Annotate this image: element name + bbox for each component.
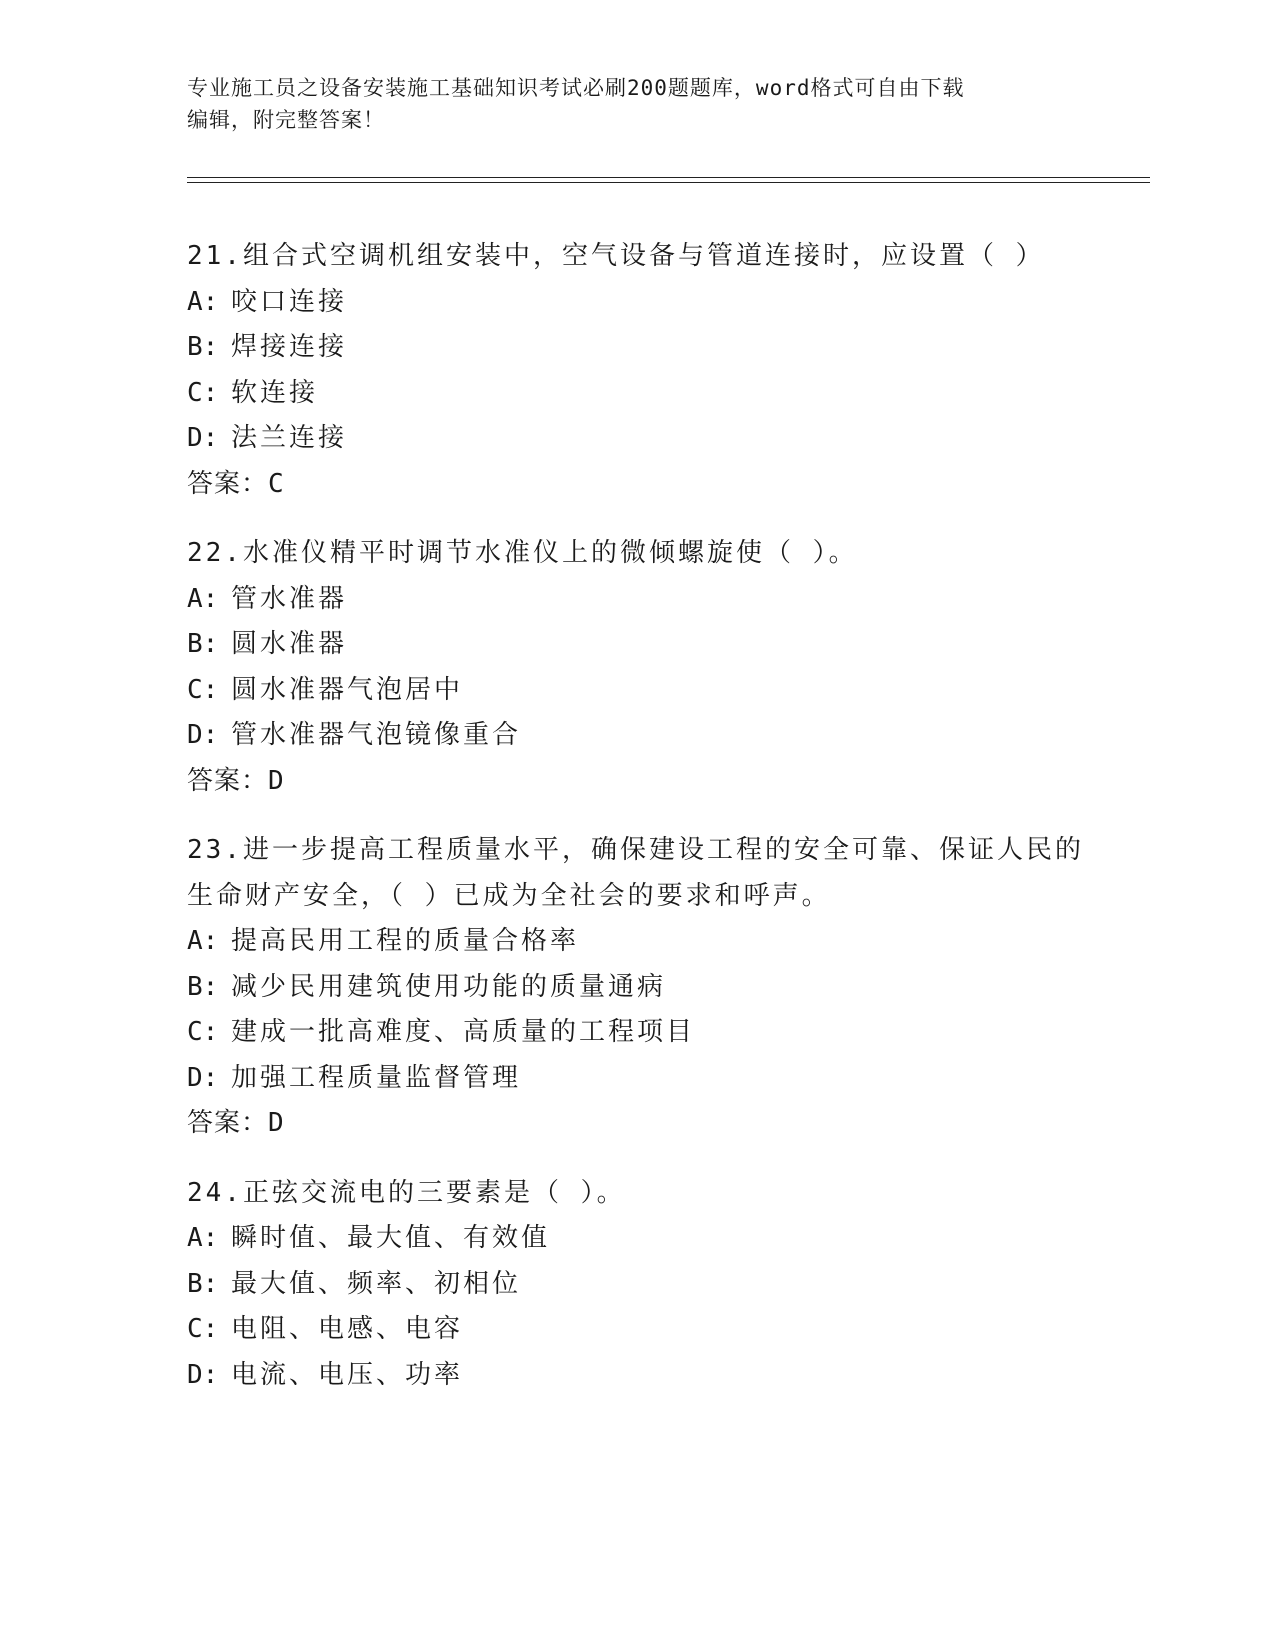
option-label: A: [187, 1223, 219, 1253]
option-label: D: [187, 1359, 219, 1390]
question-list [187, 234, 1087, 1422]
option-label: C: [187, 1017, 219, 1047]
answer-option [187, 325, 1087, 371]
option-label: B: [187, 1268, 219, 1299]
header-line-2: 编辑，附完整答案！ [187, 108, 385, 132]
option-label: C: [187, 377, 219, 408]
header-line-1: 专业施工员之设备安装施工基础知识考试必刷200题题库，word格式可自由下载 [187, 76, 965, 100]
option-text: 软连接 [231, 377, 319, 408]
option-text: 加强工程质量监督管理 [231, 1062, 522, 1093]
answer-option [187, 1216, 1087, 1262]
question-stem [187, 1171, 1087, 1217]
question-block [187, 828, 1087, 1147]
answer-option [187, 416, 1087, 462]
answer-option [187, 280, 1087, 326]
option-text: 法兰连接 [231, 423, 348, 453]
option-text: 减少民用建筑使用功能的质量通病 [231, 971, 667, 1002]
question-stem-line: 21.组合式空调机组安装中，空气设备与管道连接时，应设置（ ） [187, 241, 1045, 271]
answer-prefix: 答案： [187, 765, 269, 796]
answer-option [187, 668, 1087, 714]
question-stem-line: 24.正弦交流电的三要素是（ ）。 [187, 1177, 626, 1208]
question-block [187, 1171, 1087, 1399]
option-text: 电阻、电感、电容 [231, 1314, 464, 1344]
option-label: B: [187, 629, 219, 659]
option-text: 电流、电压、功率 [231, 1359, 464, 1390]
answer-option [187, 1010, 1087, 1056]
header-divider-bottom [187, 182, 1150, 183]
answer-value: C [268, 468, 285, 499]
option-label: C: [187, 1314, 219, 1344]
question-stem [187, 828, 1087, 919]
answer-option [187, 1353, 1087, 1399]
answer-line [187, 462, 1087, 508]
option-text: 圆水准器 [231, 629, 348, 659]
option-text: 建成一批高难度、高质量的工程项目 [231, 1017, 696, 1047]
option-label: A: [187, 926, 219, 956]
question-stem-line: 23.进一步提高工程质量水平，确保建设工程的安全可靠、保证人民的 [187, 835, 1084, 865]
answer-option [187, 371, 1087, 417]
option-text: 焊接连接 [231, 332, 348, 362]
question-stem-line: 22.水准仪精平时调节水准仪上的微倾螺旋使（ ）。 [187, 538, 858, 568]
header-divider-top [187, 177, 1150, 178]
answer-prefix: 答案： [187, 468, 269, 499]
option-label: A: [187, 583, 219, 614]
answer-value: D [268, 1108, 285, 1138]
answer-option [187, 965, 1087, 1011]
option-text: 管水准器气泡镜像重合 [231, 720, 522, 750]
option-text: 最大值、频率、初相位 [231, 1268, 522, 1299]
option-label: A: [187, 286, 219, 317]
option-text: 提高民用工程的质量合格率 [231, 926, 580, 956]
option-label: B: [187, 332, 219, 362]
answer-option [187, 622, 1087, 668]
question-stem-line: 生命财产安全，（ ）已成为全社会的要求和呼声。 [187, 880, 831, 911]
answer-line [187, 759, 1087, 805]
option-text: 圆水准器气泡居中 [231, 674, 464, 705]
option-label: D: [187, 1062, 219, 1093]
option-label: C: [187, 674, 219, 705]
option-label: D: [187, 720, 219, 750]
answer-option [187, 1056, 1087, 1102]
answer-option [187, 1307, 1087, 1353]
answer-line [187, 1101, 1087, 1147]
question-block [187, 234, 1087, 507]
answer-option [187, 713, 1087, 759]
document-header [187, 72, 1087, 136]
option-label: B: [187, 971, 219, 1002]
option-text: 咬口连接 [231, 286, 348, 317]
question-stem [187, 531, 1087, 577]
option-text: 瞬时值、最大值、有效值 [231, 1223, 551, 1253]
answer-prefix: 答案： [187, 1108, 269, 1138]
answer-option [187, 1262, 1087, 1308]
answer-value: D [268, 765, 285, 796]
option-text: 管水准器 [231, 583, 348, 614]
answer-option [187, 919, 1087, 965]
question-block [187, 531, 1087, 804]
question-stem [187, 234, 1087, 280]
answer-option [187, 577, 1087, 623]
option-label: D: [187, 423, 219, 453]
